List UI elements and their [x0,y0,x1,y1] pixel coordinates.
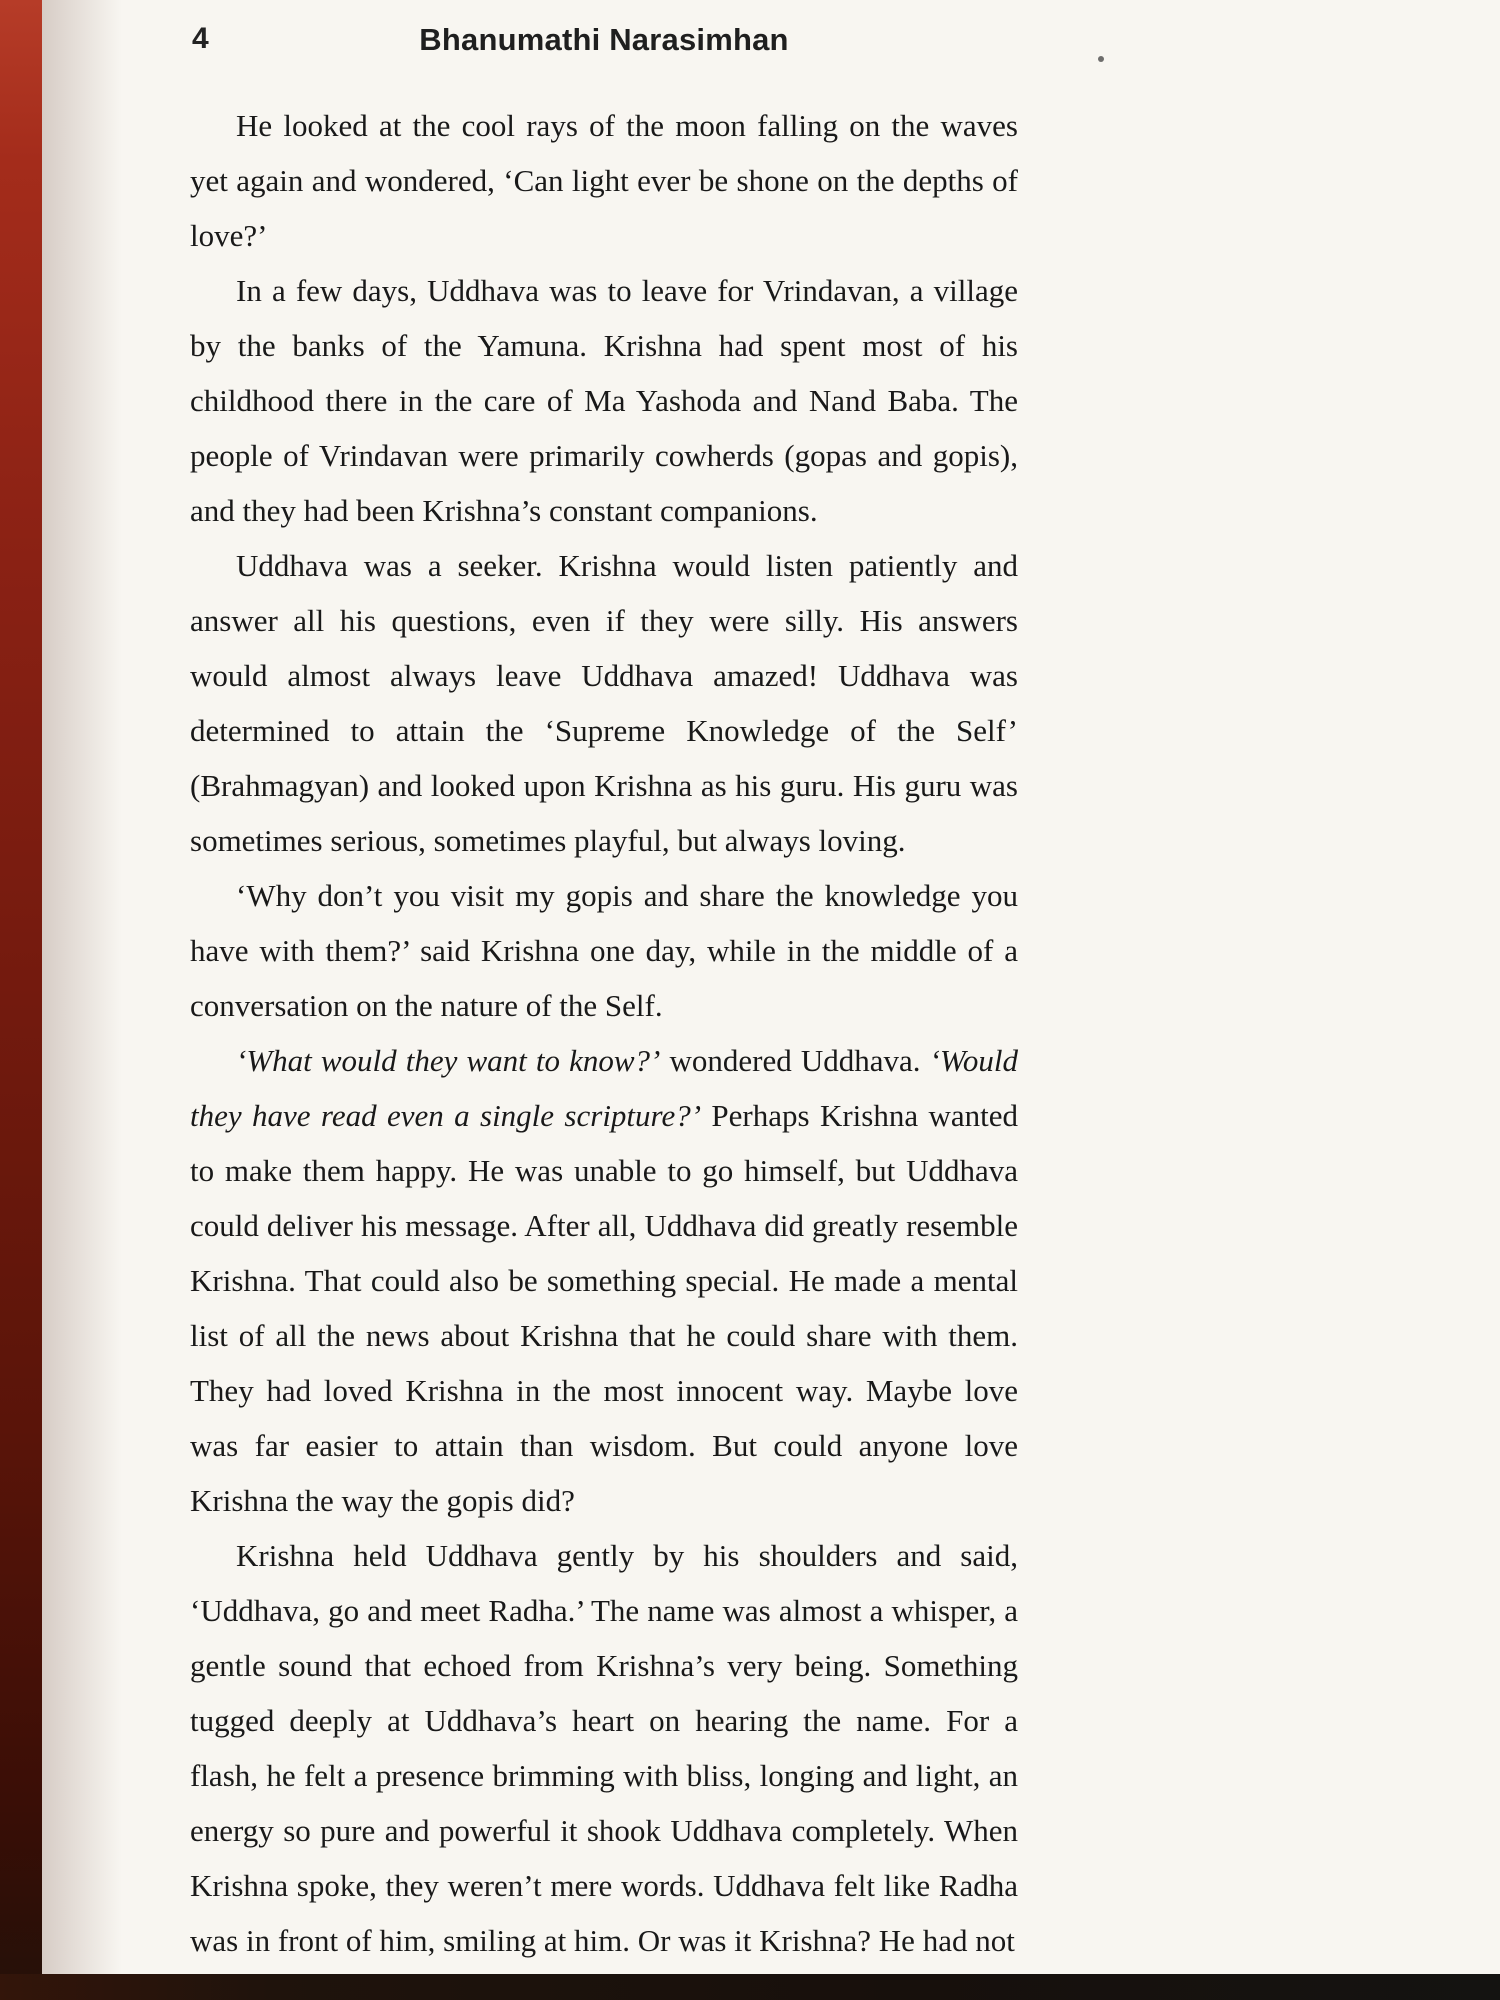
text-segment: In a few days, Uddhava was to leave for Vrindavan, a village by the banks of the Yamuna. Krishna had spent most of his childhood there in the care of Ma Yashoda and Nand Baba. The people of Vrindavan were primarily cowherds (gopas and gopis), and they had been Krishna’s constant companions. [190,273,1018,528]
page-bottom-edge [0,1974,1500,2000]
text-segment: wondered Uddhava. [660,1043,930,1078]
paragraph [190,538,1018,868]
page-gutter-shadow [42,0,122,2000]
paragraph [190,263,1018,538]
paragraph [190,98,1018,263]
text-segment: ‘Why don’t you visit my gopis and share the knowledge you have with them?’ said Krishna one day, while in the middle of a conversation on the nature of the Self. [190,878,1018,1023]
text-segment: Uddhava was a seeker. Krishna would listen patiently and answer all his questions, even if they were silly. His answers would almost always leave Uddhava amazed! Uddhava was determined to attain the ‘Supreme Knowledge of the Self’ (Brahmagyan) and looked upon Krishna as his guru. His guru was sometimes serious, sometimes playful, but always loving. [190,548,1018,858]
paragraph [190,868,1018,1033]
paragraph [190,1528,1018,1968]
book-spine-edge [0,0,42,2000]
page-header [190,22,1018,66]
italic-text-segment: ‘Would they have read even a single scripture?’ [190,1043,1018,1133]
running-header-author: Bhanumathi Narasimhan [419,22,789,57]
page-number: 4 [192,22,209,55]
italic-text-segment: ‘What would they want to know?’ [236,1043,661,1078]
page-body [190,98,1018,1968]
text-segment: Perhaps Krishna wanted to make them happy. He was unable to go himself, but Uddhava could deliver his message. After all, Uddhava did greatly resemble Krishna. That could also be something special. He made a mental list of all the news about Krishna that he could share with them. They had loved Krishna in the most innocent way. Maybe love was far easier to attain than wisdom. But could anyone love Krishna the way the gopis did? [190,1098,1018,1518]
scan-artifact-dot [1098,56,1104,62]
text-segment: He looked at the cool rays of the moon falling on the waves yet again and wondered, ‘Can light ever be shone on the depths of love?’ [190,108,1018,253]
text-segment: Krishna held Uddhava gently by his shoulders and said, ‘Uddhava, go and meet Radha.’ The name was almost a whisper, a gentle sound that echoed from Krishna’s very being. Something tugged deeply at Uddhava’s heart on hearing the name. For a flash, he felt a presence brimming with bliss, longing and light, an energy so pure and powerful it shook Uddhava completely. When Krishna spoke, they weren’t mere words. Uddhava felt like Radha was in front of him, smiling at him. Or was it Krishna? He had not [190,1538,1018,1958]
paragraph [190,1033,1018,1528]
